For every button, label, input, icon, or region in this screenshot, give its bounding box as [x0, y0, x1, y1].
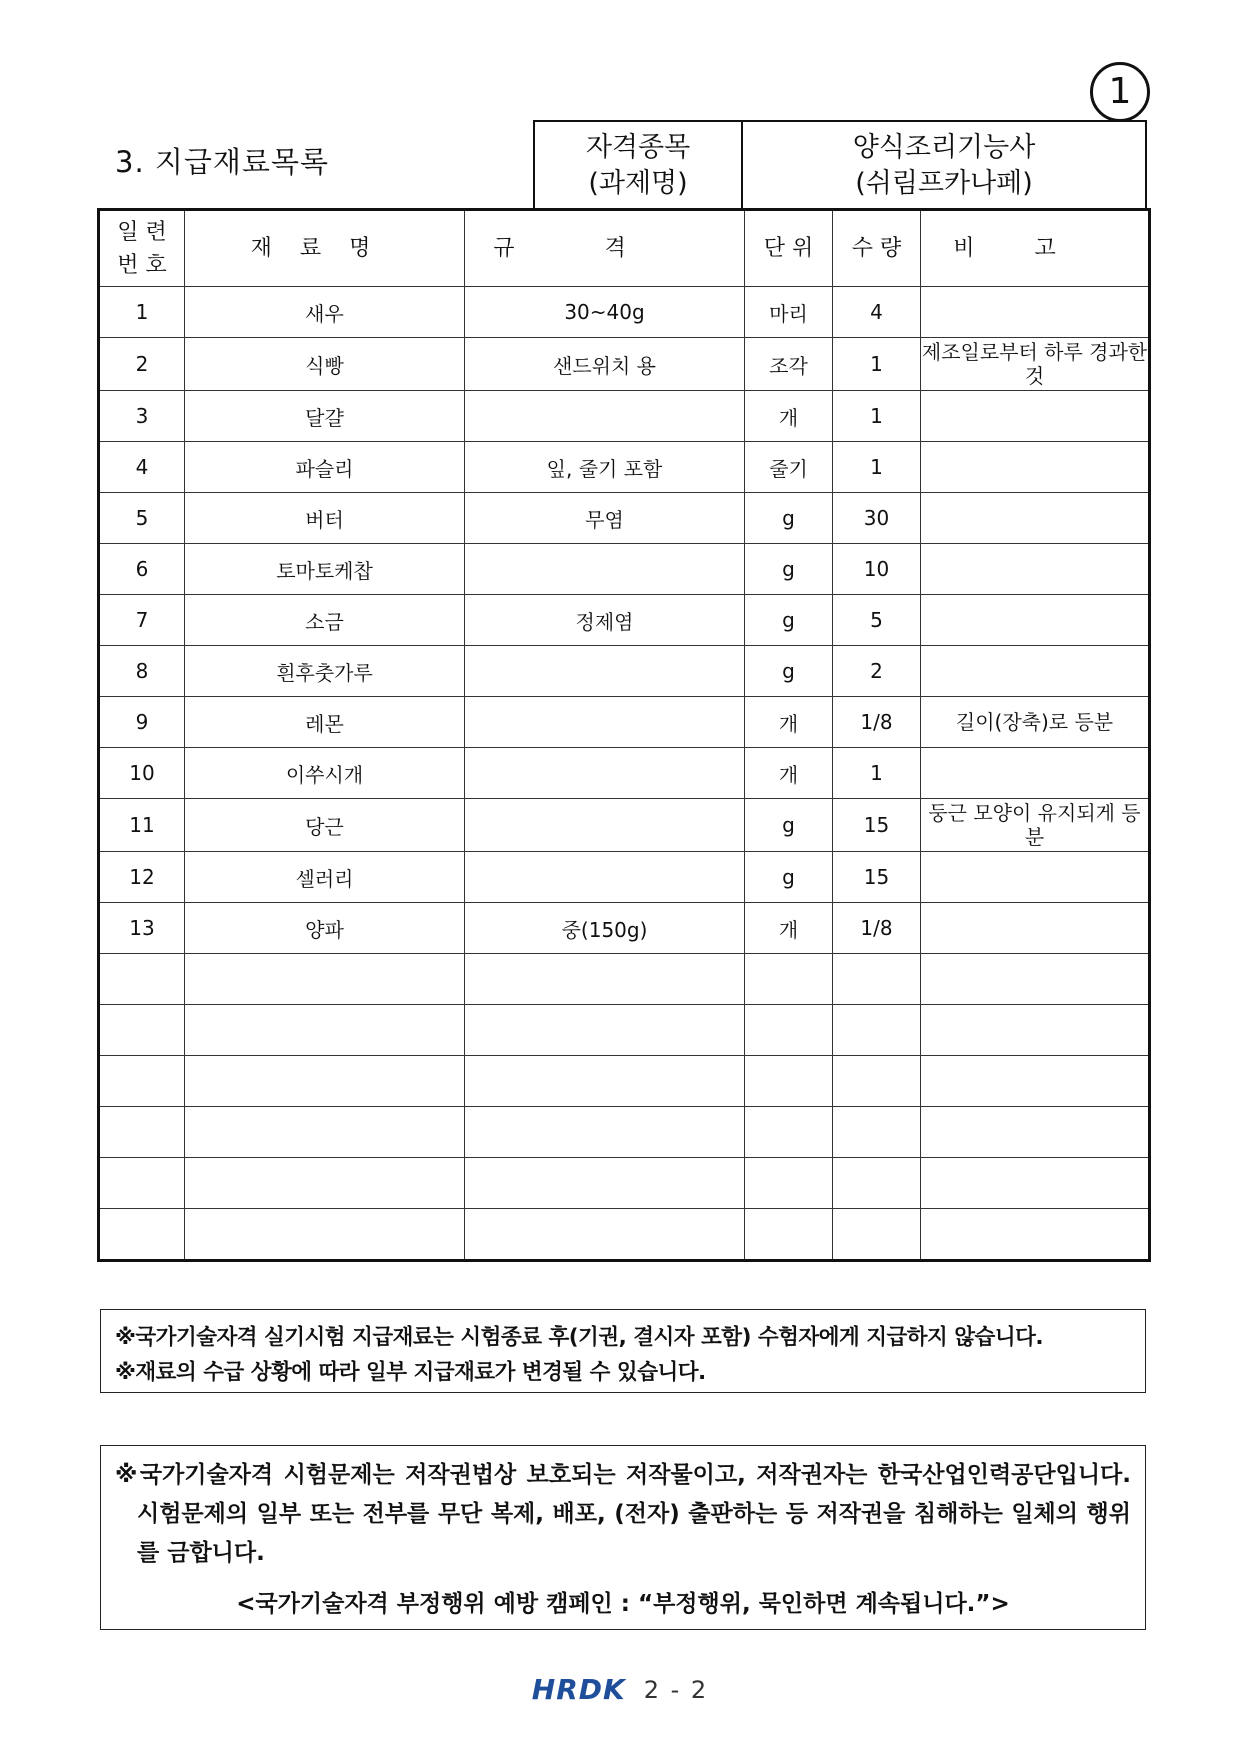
cell-remark: 길이(장축)로 등분	[921, 697, 1150, 748]
empty-cell	[833, 1005, 921, 1056]
table-row	[99, 595, 1150, 646]
empty-cell	[833, 1107, 921, 1158]
col-header-name	[185, 210, 465, 287]
table-row	[99, 748, 1150, 799]
empty-cell	[185, 1056, 465, 1107]
cell-qty: 1	[833, 391, 921, 442]
cell-no: 13	[99, 903, 185, 954]
cell-no: 5	[99, 493, 185, 544]
empty-cell	[465, 1209, 745, 1261]
cell-unit: g	[745, 595, 833, 646]
cell-unit: 마리	[745, 287, 833, 338]
cell-remark	[921, 903, 1150, 954]
empty-cell	[465, 1005, 745, 1056]
table-row	[99, 287, 1150, 338]
cell-spec	[465, 748, 745, 799]
empty-cell	[465, 954, 745, 1005]
qualification-label	[535, 122, 743, 209]
empty-cell	[185, 1158, 465, 1209]
cell-spec	[465, 544, 745, 595]
table-row	[99, 646, 1150, 697]
cell-qty: 1	[833, 338, 921, 391]
cell-spec	[465, 852, 745, 903]
empty-cell	[185, 1107, 465, 1158]
cell-name: 양파	[185, 903, 465, 954]
page-number: 2 - 2	[643, 1675, 709, 1704]
col-header-unit-text: 단 위	[763, 236, 814, 261]
cell-unit: g	[745, 799, 833, 852]
cell-name: 새우	[185, 287, 465, 338]
col-header-no	[99, 210, 185, 287]
cell-qty: 1/8	[833, 903, 921, 954]
col-header-qty	[833, 210, 921, 287]
cell-unit: 조각	[745, 338, 833, 391]
qualification-value-line1: 양식조리기능사	[852, 131, 1036, 163]
qualification-label-line2: (과제명)	[588, 167, 688, 199]
cell-qty: 1/8	[833, 697, 921, 748]
cell-qty: 1	[833, 442, 921, 493]
col-header-unit	[745, 210, 833, 287]
cell-name: 당근	[185, 799, 465, 852]
qualification-value	[743, 122, 1145, 209]
table-row	[99, 852, 1150, 903]
col-header-qty-text: 수 량	[851, 236, 902, 261]
col-header-name-text: 재료명	[250, 236, 399, 261]
cell-spec: 무염	[465, 493, 745, 544]
hrdk-logo: HRDK	[531, 1673, 626, 1706]
materials-body	[99, 287, 1150, 1261]
empty-cell	[833, 1209, 921, 1261]
cell-no: 8	[99, 646, 185, 697]
table-row	[99, 493, 1150, 544]
table-row	[99, 799, 1150, 852]
empty-cell	[745, 1056, 833, 1107]
campaign-line: <국가기술자격 부정행위 예방 캠페인 : “부정행위, 묵인하면 계속됩니다.”>	[236, 1591, 1010, 1617]
cell-remark	[921, 646, 1150, 697]
cell-no: 3	[99, 391, 185, 442]
table-row	[99, 697, 1150, 748]
empty-cell	[185, 1209, 465, 1261]
table-row	[99, 338, 1150, 391]
col-header-spec-text: 규격	[493, 236, 716, 261]
cell-remark	[921, 287, 1150, 338]
cell-spec: 잎, 줄기 포함	[465, 442, 745, 493]
empty-cell	[99, 1056, 185, 1107]
cell-spec: 샌드위치 용	[465, 338, 745, 391]
notice-copyright	[100, 1445, 1146, 1630]
table-row	[99, 442, 1150, 493]
cell-remark: 제조일로부터 하루 경과한 것	[921, 338, 1150, 391]
cell-name: 달걀	[185, 391, 465, 442]
page-footer	[0, 1673, 1240, 1706]
empty-row	[99, 1107, 1150, 1158]
empty-cell	[921, 954, 1150, 1005]
empty-cell	[745, 1005, 833, 1056]
empty-cell	[465, 1107, 745, 1158]
cell-unit: g	[745, 852, 833, 903]
cell-unit: g	[745, 646, 833, 697]
cell-no: 7	[99, 595, 185, 646]
empty-cell	[921, 1158, 1150, 1209]
empty-cell	[99, 1158, 185, 1209]
empty-cell	[745, 1209, 833, 1261]
cell-name: 버터	[185, 493, 465, 544]
table-row	[99, 903, 1150, 954]
cell-remark	[921, 852, 1150, 903]
empty-cell	[921, 1209, 1150, 1261]
cell-name: 이쑤시개	[185, 748, 465, 799]
empty-cell	[185, 954, 465, 1005]
empty-cell	[921, 1107, 1150, 1158]
cell-spec: 30~40g	[465, 287, 745, 338]
empty-cell	[745, 1107, 833, 1158]
empty-cell	[99, 1005, 185, 1056]
empty-row	[99, 1005, 1150, 1056]
empty-cell	[745, 954, 833, 1005]
cell-unit: 개	[745, 748, 833, 799]
cell-qty: 1	[833, 748, 921, 799]
cell-qty: 10	[833, 544, 921, 595]
empty-cell	[833, 1158, 921, 1209]
section-title: 3. 지급재료목록	[115, 145, 329, 179]
col-header-remark	[921, 210, 1150, 287]
materials-table	[97, 208, 1151, 1262]
cell-name: 셀러리	[185, 852, 465, 903]
cell-unit: g	[745, 544, 833, 595]
copyright-paragraph: ※국가기술자격 시험문제는 저작권법상 보호되는 저작물이고, 저작권자는 한국산업인력공단입니다. 시험문제의 일부 또는 전부를 무단 복제, 배포, (전자) 출판하는 등 저작권을 침해하는 일체의 행위를 금합니다.	[115, 1462, 1131, 1566]
empty-row	[99, 1209, 1150, 1261]
cell-remark	[921, 391, 1150, 442]
notice-materials-line1: ※국가기술자격 실기시험 지급재료는 시험종료 후(기권, 결시자 포함) 수험자에게 지급하지 않습니다.	[115, 1325, 1044, 1350]
empty-cell	[745, 1158, 833, 1209]
cell-name: 파슬리	[185, 442, 465, 493]
cell-spec	[465, 646, 745, 697]
cell-no: 4	[99, 442, 185, 493]
table-row	[99, 544, 1150, 595]
table-row	[99, 391, 1150, 442]
cell-no: 10	[99, 748, 185, 799]
cell-name: 레몬	[185, 697, 465, 748]
cell-remark	[921, 748, 1150, 799]
cell-qty: 15	[833, 799, 921, 852]
col-header-no-line1: 일 련	[117, 219, 167, 245]
cell-remark	[921, 595, 1150, 646]
cell-qty: 30	[833, 493, 921, 544]
cell-unit: g	[745, 493, 833, 544]
empty-cell	[465, 1158, 745, 1209]
col-header-no-line2: 번 호	[117, 252, 167, 278]
cell-no: 6	[99, 544, 185, 595]
cell-spec	[465, 799, 745, 852]
qualification-label-line1: 자격종목	[585, 131, 691, 163]
empty-row	[99, 1158, 1150, 1209]
notice-materials	[100, 1309, 1146, 1393]
cell-qty: 2	[833, 646, 921, 697]
cell-qty: 4	[833, 287, 921, 338]
cell-no: 12	[99, 852, 185, 903]
cell-unit: 개	[745, 903, 833, 954]
empty-cell	[99, 1107, 185, 1158]
table-header-row	[99, 210, 1150, 287]
empty-cell	[185, 1005, 465, 1056]
cell-spec: 중(150g)	[465, 903, 745, 954]
col-header-remark-text: 비고	[953, 236, 1116, 261]
cell-remark	[921, 442, 1150, 493]
page-badge: 1	[1090, 62, 1150, 122]
cell-name: 식빵	[185, 338, 465, 391]
cell-qty: 15	[833, 852, 921, 903]
empty-row	[99, 1056, 1150, 1107]
cell-no: 1	[99, 287, 185, 338]
empty-cell	[99, 954, 185, 1005]
cell-spec	[465, 391, 745, 442]
empty-cell	[465, 1056, 745, 1107]
empty-cell	[921, 1056, 1150, 1107]
cell-unit: 줄기	[745, 442, 833, 493]
empty-cell	[921, 1005, 1150, 1056]
empty-cell	[833, 1056, 921, 1107]
notice-materials-line2: ※재료의 수급 상황에 따라 일부 지급재료가 변경될 수 있습니다.	[115, 1360, 706, 1385]
cell-remark: 둥근 모양이 유지되게 등분	[921, 799, 1150, 852]
cell-spec: 정제염	[465, 595, 745, 646]
col-header-spec	[465, 210, 745, 287]
cell-remark	[921, 544, 1150, 595]
empty-row	[99, 954, 1150, 1005]
cell-no: 11	[99, 799, 185, 852]
cell-name: 소금	[185, 595, 465, 646]
cell-unit: 개	[745, 391, 833, 442]
cell-remark	[921, 493, 1150, 544]
cell-spec	[465, 697, 745, 748]
cell-name: 토마토케찹	[185, 544, 465, 595]
cell-unit: 개	[745, 697, 833, 748]
cell-no: 9	[99, 697, 185, 748]
empty-cell	[99, 1209, 185, 1261]
qualification-value-line2: (쉬림프카나페)	[855, 167, 1033, 199]
qualification-header	[533, 120, 1147, 209]
cell-qty: 5	[833, 595, 921, 646]
cell-no: 2	[99, 338, 185, 391]
empty-cell	[833, 954, 921, 1005]
cell-name: 흰후춧가루	[185, 646, 465, 697]
